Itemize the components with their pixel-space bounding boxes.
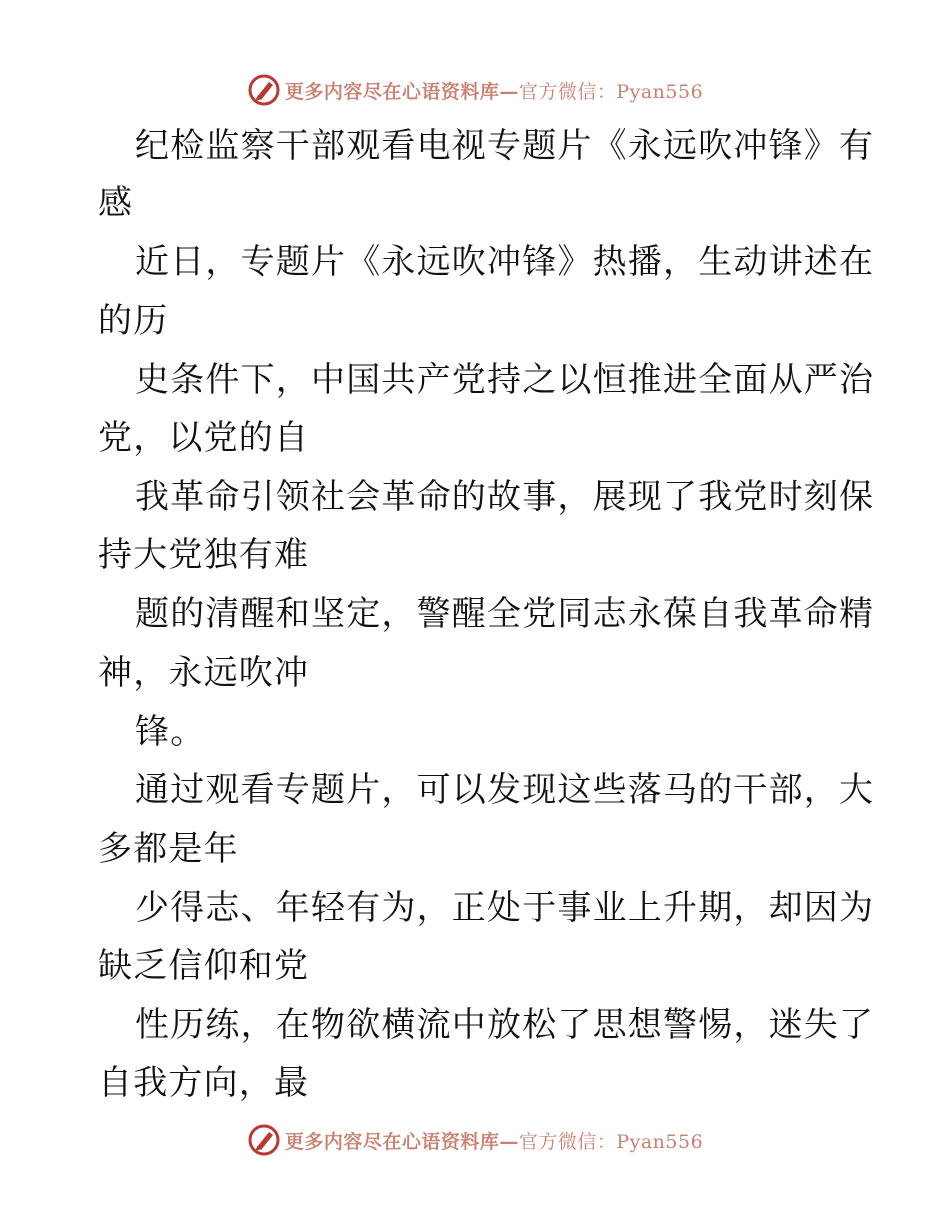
body-line: 纪检监察干部观看电视专题片《永远吹冲锋》有 [135, 126, 875, 166]
header-dash: — [499, 80, 519, 103]
body-line: 我革命引领社会革命的故事，展现了我党时刻保 [135, 477, 875, 517]
body-line: 史条件下，中国共产党持之以恒推进全面从严治 [135, 360, 875, 400]
body-line: 持大党独有难 [98, 535, 310, 575]
footer-banner [0, 1120, 950, 1160]
footer-wechat-text: 官方微信：Pyan556 [518, 1130, 704, 1153]
body-line: 感 [98, 183, 134, 223]
body-line: 性历练，在物欲横流中放松了思想警惕，迷失了 [135, 1005, 875, 1045]
body-line: 的历 [98, 301, 169, 341]
body-line: 近日，专题片《永远吹冲锋》热播，生动讲述在 [135, 242, 875, 282]
header-wechat-text: 官方微信：Pyan556 [518, 80, 704, 103]
header-banner [0, 70, 950, 110]
body-line: 多都是年 [98, 829, 239, 869]
body-line: 通过观看专题片，可以发现这些落马的干部，大 [135, 770, 875, 810]
pen-logo-icon [247, 1123, 281, 1157]
body-line: 锋。 [135, 712, 206, 752]
header-brand-text: 更多内容尽在心语资料库 [284, 80, 500, 103]
body-line: 题的清醒和坚定，警醒全党同志永葆自我革命精 [135, 594, 875, 634]
body-line: 自我方向，最 [98, 1063, 310, 1103]
body-line: 党，以党的自 [98, 418, 310, 458]
body-line: 缺乏信仰和党 [98, 946, 310, 986]
footer-dash: — [499, 1130, 519, 1153]
pen-logo-icon [247, 73, 281, 107]
body-line: 少得志、年轻有为，正处于事业上升期，却因为 [135, 888, 875, 928]
footer-brand-text: 更多内容尽在心语资料库 [284, 1130, 500, 1153]
body-line: 神，永远吹冲 [98, 653, 310, 693]
